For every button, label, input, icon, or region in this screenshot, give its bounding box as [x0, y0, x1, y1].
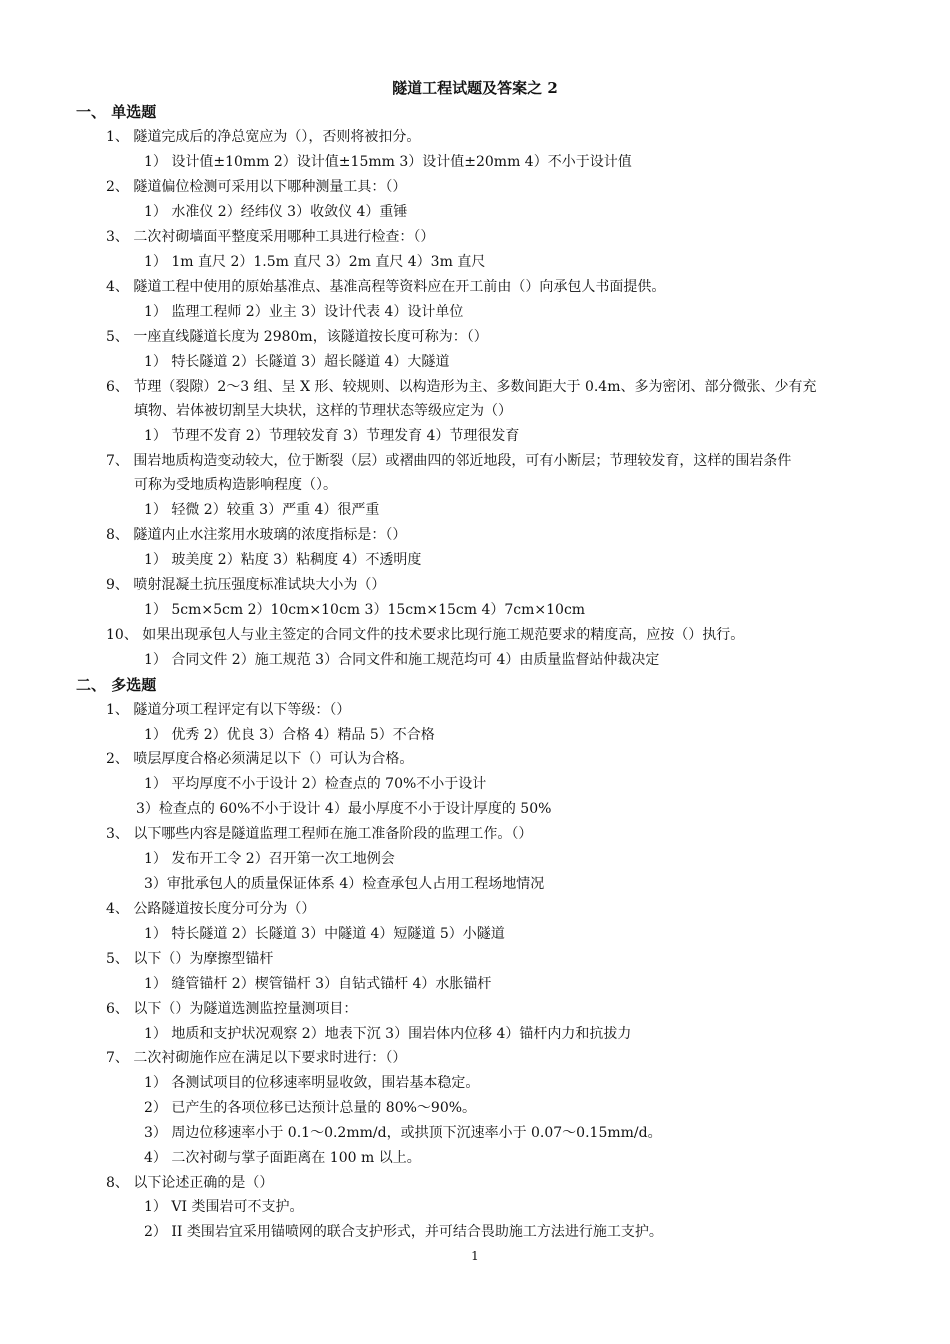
question-text: 3、 二次衬砌墙面平整度采用哪种工具进行检查：（）	[106, 229, 435, 245]
question-text: 3、 以下哪些内容是隧道监理工程师在施工准备阶段的监理工作。（）	[106, 826, 533, 842]
question-options: 4） 二次衬砌与掌子面距离在 100 m 以上。	[144, 1150, 421, 1166]
question-options: 1） 玻美度 2）粘度 3）粘稠度 4）不透明度	[144, 552, 422, 568]
question-text: 1、 隧道完成后的净总宽应为（），否则将被扣分。	[106, 129, 421, 145]
question-text-continued: 填物、岩体被切割呈大块状，这样的节理状态等级应定为（）	[134, 403, 512, 419]
question-text: 4、 隧道工程中使用的原始基准点、基准高程等资料应在开工前由（）向承包人书面提供。	[106, 279, 666, 295]
document-title: 隧道工程试题及答案之 2	[392, 79, 558, 97]
question-text: 6、 节理（裂隙）2～3 组、呈 X 形、较规则、以构造形为主、多数间距大于 0.4m、多为密闭、部分微张、少有充	[106, 379, 817, 395]
question-options: 1） 各测试项目的位移速率明显收敛，围岩基本稳定。	[144, 1075, 480, 1091]
question-options: 1） 设计值±10mm 2）设计值±15mm 3）设计值±20mm 4）不小于设计值	[144, 154, 632, 170]
question-options: 1） 5cm×5cm 2）10cm×10cm 3）15cm×15cm 4）7cm×10cm	[144, 602, 586, 618]
question-text: 4、 公路隧道按长度分可分为（）	[106, 901, 316, 917]
question-options: 1） 缝管锚杆 2）楔管锚杆 3）自钻式锚杆 4）水胀锚杆	[144, 976, 492, 992]
question-options: 1） 合同文件 2）施工规范 3）合同文件和施工规范均可 4）由质量监督站仲裁决定	[144, 652, 660, 668]
question-text: 5、 以下（）为摩擦型锚杆	[106, 951, 274, 967]
question-text: 7、 围岩地质构造变动较大，位于断裂（层）或褶曲四的邻近地段，可有小断层；节理较发育，这样的围岩条件	[106, 453, 792, 469]
question-text-continued: 可称为受地质构造影响程度（）。	[134, 477, 337, 493]
section-heading-multiple-choice: 二、 多选题	[76, 676, 157, 694]
question-options: 2） 已产生的各项位移已达预计总量的 80%～90%。	[144, 1100, 477, 1116]
question-text: 2、 喷层厚度合格必须满足以下（）可认为合格。	[106, 751, 414, 767]
question-text: 8、 以下论述正确的是（）	[106, 1175, 274, 1191]
section-heading-single-choice: 一、 单选题	[76, 103, 157, 121]
question-options: 1） 轻微 2）较重 3）严重 4）很严重	[144, 502, 380, 518]
question-options: 1） 地质和支护状况观察 2）地表下沉 3）围岩体内位移 4）锚杆内力和抗拔力	[144, 1026, 632, 1042]
question-options: 3）检查点的 60%不小于设计 4）最小厚度不小于设计厚度的 50%	[136, 801, 552, 817]
question-options: 1） 水准仪 2）经纬仪 3）收敛仪 4）重锤	[144, 204, 408, 220]
question-text: 9、 喷射混凝土抗压强度标准试块大小为（）	[106, 577, 386, 593]
question-options: 1） VI 类围岩可不支护。	[144, 1199, 304, 1215]
question-options: 3）审批承包人的质量保证体系 4）检查承包人占用工程场地情况	[144, 876, 545, 892]
question-options: 1） 优秀 2）优良 3）合格 4）精品 5）不合格	[144, 727, 435, 743]
question-text: 5、 一座直线隧道长度为 2980m，该隧道按长度可称为：（）	[106, 329, 488, 345]
question-text: 2、 隧道偏位检测可采用以下哪种测量工具：（）	[106, 179, 407, 195]
question-text: 1、 隧道分项工程评定有以下等级：（）	[106, 702, 351, 718]
question-text: 8、 隧道内止水注浆用水玻璃的浓度指标是：（）	[106, 527, 407, 543]
question-options: 1） 特长隧道 2）长隧道 3）中隧道 4）短隧道 5）小隧道	[144, 926, 505, 942]
question-text: 7、 二次衬砌施作应在满足以下要求时进行：（）	[106, 1050, 407, 1066]
question-options: 3） 周边位移速率小于 0.1～0.2mm/d，或拱顶下沉速率小于 0.07～0.15mm/d。	[144, 1125, 662, 1141]
question-text: 6、 以下（）为隧道选测监控量测项目：	[106, 1001, 358, 1017]
question-text: 10、 如果出现承包人与业主签定的合同文件的技术要求比现行施工规范要求的精度高，应按（）执行。	[106, 627, 745, 643]
question-options: 1） 平均厚度不小于设计 2）检查点的 70%不小于设计	[144, 776, 487, 792]
question-options: 1） 节理不发育 2）节理较发育 3）节理发育 4）节理很发育	[144, 428, 520, 444]
question-options: 1） 1m 直尺 2）1.5m 直尺 3）2m 直尺 4）3m 直尺	[144, 254, 486, 270]
page-number: 1	[471, 1249, 479, 1263]
question-options: 2） II 类围岩宜采用锚喷网的联合支护形式，并可结合畏助施工方法进行施工支护。	[144, 1224, 663, 1240]
question-options: 1） 监理工程师 2）业主 3）设计代表 4）设计单位	[144, 304, 464, 320]
question-options: 1） 发布开工令 2）召开第一次工地例会	[144, 851, 395, 867]
question-options: 1） 特长隧道 2）长隧道 3）超长隧道 4）大隧道	[144, 354, 450, 370]
